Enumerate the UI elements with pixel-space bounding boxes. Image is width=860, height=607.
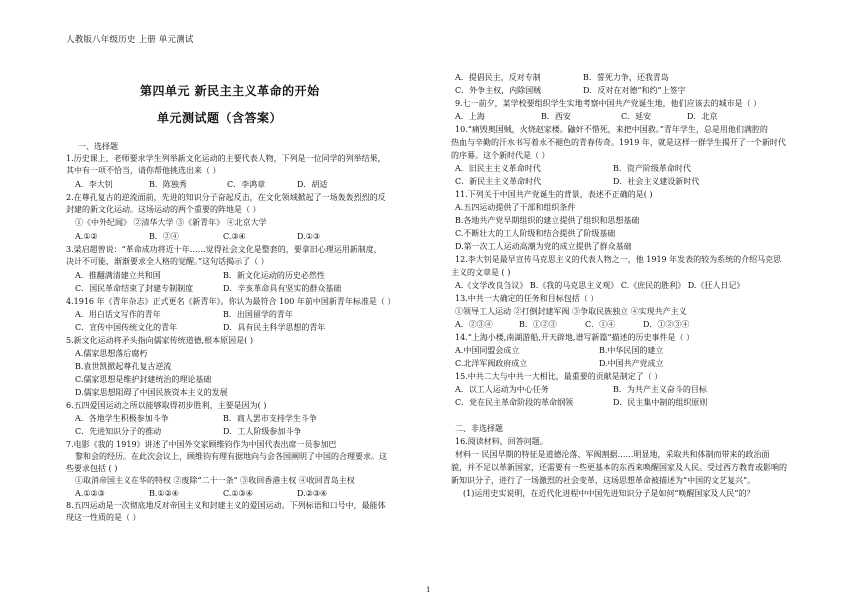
answer-option: C．延安: [621, 112, 652, 121]
answer-option: C．先进知识分子的推动: [75, 427, 162, 436]
answer-option: C．宣传中国传统文化的青年: [75, 323, 178, 332]
text-line: 些要求包括 ( ): [66, 464, 118, 473]
text-line: (1)运用史实说明，在近代化进程中中国先进知识分子是如何“唤醒国家及人民”的？: [463, 489, 755, 498]
text-line: 1.历史课上，老师要求学生列举新文化运动的主要代表人物，下列是一位同学的列举结果，: [66, 154, 386, 163]
text-line: 现这一性质的是（ ）: [66, 513, 141, 522]
text-line: 貌，并不足以革新国家，还需要有一些更基本的东西来唤醒国家及人民。受过西方教育或影响的: [451, 463, 787, 472]
answer-option: B．陈独秀: [149, 180, 187, 189]
text-line: 6.五四爱国运动之所以能够取得初步胜利，主要是因为( ): [66, 401, 267, 410]
answer-option: A．提倡民主，反对专制: [455, 73, 541, 82]
text-line: 7.电影《我的 1919》讲述了中国外交家顾维钧作为中国代表出席一员参加巴: [66, 440, 337, 449]
answer-option: B.中华民国的建立: [599, 346, 664, 355]
page-title: 第四单元 新民主主义革命的开始: [140, 84, 320, 98]
text-line: 的序幕。这个新时代是（ ）: [451, 151, 550, 160]
text-line: 黎和会的经历。在此次会议上，顾维钧有理有据地向与会各国阐明了中国的合理要求。这: [75, 452, 387, 461]
text-line: 主义的文章是 ( ): [451, 268, 511, 277]
text-line: B.袁世凯掀起尊孔复古逆流: [75, 362, 172, 371]
answer-option: D．北京: [687, 112, 718, 121]
answer-option: C．①④: [585, 320, 616, 329]
text-line: 13.中共一大确定的任务和目标包括（ ）: [455, 294, 599, 303]
text-line: D.儒家思想阻碍了中国民族资本主义的发展: [75, 388, 228, 397]
text-line: ①取消帝国主义在华的特权 ②废除“二十一条” ③收回香港主权 ④收回青岛主权: [75, 476, 355, 485]
answer-option: D.②③④: [297, 489, 328, 498]
text-line: C.不断壮大的工人阶级和结合提供了阶级基础: [455, 229, 616, 238]
answer-option: C．李鸿章: [227, 180, 266, 189]
answer-option: A．推翻满清建立共和国: [75, 271, 161, 280]
text-line: 材料一 民国早期的特征是道德沦落、军阀割据……明显地，采取共和体制而带来的政治面: [455, 450, 770, 459]
text-line: D.第一次工人运动高潮为党的成立提供了群众基础: [455, 242, 632, 251]
text-line: ①领导工人运动 ②打倒封建军阀 ③争取民族独立 ④实现共产主义: [455, 307, 687, 316]
answer-option: C．外争主权，内除国贼: [455, 86, 542, 95]
answer-option: B．为共产主义奋斗的目标: [613, 385, 707, 394]
text-line: A.《文学改良刍议》 B.《我的马克思主义观》 C.《庶民的胜利》 D.《狂人日记》: [455, 281, 745, 290]
page-header: 人教版八年级历史 上册 单元测试: [66, 35, 194, 45]
text-line: 5.新文化运动将矛头指向儒家传统道德,根本原因是( ): [66, 336, 253, 345]
answer-option: A．②③④: [455, 320, 493, 329]
text-line: 14.“上海小楼,南湖游船,开天辟地,谱写新篇”描述的历史事件是（ ）: [455, 333, 695, 342]
text-line: 16.阅读材料，回答问题。: [455, 437, 548, 446]
answer-option: D．民主集中制的组织原则: [613, 398, 708, 407]
text-line: 一、选择题: [78, 142, 118, 151]
answer-option: A．各地学生积极参加斗争: [75, 414, 169, 423]
answer-option: D．①②③④: [643, 320, 690, 329]
text-line: B.各地共产党早期组织的建立提供了组织和思想基础: [455, 216, 640, 225]
text-line: 8.五四运动是一次彻底地反对帝国主义和封建主义的爱国运动。下列标语和口号中，最能体: [66, 501, 386, 510]
text-line: 9.七一前夕，某学校要组织学生实地考察中国共产党诞生地，他们应该去的城市是（ ）: [455, 99, 762, 108]
answer-option: A．上海: [455, 112, 485, 121]
answer-option: A．以工人运动为中心任务: [455, 385, 549, 394]
text-line: 11.下列关于中国共产党诞生的背景，表述不正确的是( ): [455, 190, 653, 199]
text-line: 二、非选择题: [455, 424, 503, 433]
answer-option: A.中国同盟会成立: [455, 346, 520, 355]
answer-option: B．商人罢市支持学生斗争: [223, 414, 317, 423]
answer-option: B．①②③: [519, 320, 557, 329]
text-line: ①《中外纪闻》 ②清华大学 ③《新青年》 ④北京大学: [75, 218, 267, 227]
answer-option: B．②④: [149, 232, 179, 241]
answer-option: C.①③④: [223, 489, 253, 498]
answer-option: C.③④: [223, 232, 246, 241]
answer-option: B．出国留学的青年: [223, 310, 293, 319]
answer-option: A．李大钊: [75, 180, 113, 189]
answer-option: D．具有民主科学思想的青年: [223, 323, 326, 332]
answer-option: B．誓死力争，还我青岛: [583, 73, 669, 82]
answer-option: D.中国共产党成立: [599, 359, 664, 368]
answer-option: D．辛亥革命具有坚实的群众基础: [223, 284, 342, 293]
text-line: 热血与辛勤的汗水书写着永不褪色的青春传奇。1919 年，就是这样一群学生揭开了一个新时代: [451, 138, 786, 147]
answer-option: D．胡适: [297, 180, 328, 189]
answer-option: D．工人阶级参加斗争: [223, 427, 302, 436]
text-line: 2.在尊孔复古的逆流面前，先进的知识分子奋起反击，在文化领域掀起了一场轰轰烈烈的反: [66, 193, 386, 202]
answer-option: B.①②④: [149, 489, 179, 498]
answer-option: B．西安: [541, 112, 571, 121]
answer-option: C．新民主主义革命时代: [455, 177, 542, 186]
text-line: A.儒家思想落后腐朽: [75, 349, 148, 358]
text-line: 新知识分子，进行了一场激烈的社会变革，这场思想革命被描述为“中国的文艺复兴”。: [451, 476, 756, 485]
text-line: A.五四运动提供了干部和组织条件: [455, 203, 576, 212]
answer-option: D.①③: [297, 232, 321, 241]
text-line: 决计不可能，渐渐要求全人格的觉醒。”这句话揭示了（ ）: [66, 257, 269, 266]
answer-option: D．反对在对德“和约”上签字: [583, 86, 686, 95]
text-line: 3.梁启超曾说：“革命成功将近十年……觉得社会文化是整套的，要拿旧心理运用新制度，: [66, 245, 382, 254]
text-line: 15.中共二大与中共一大相比，最重要的贡献是制定了（ ）: [455, 372, 663, 381]
text-line: 4.1916 年《青年杂志》正式更名《新青年》。你认为最符合 100 年前中国新青年标准是（ ）: [66, 297, 396, 306]
answer-option: A.①②③: [75, 489, 105, 498]
answer-option: C．国民革命结束了封建专制制度: [75, 284, 194, 293]
answer-option: A．用白话文写作的青年: [75, 310, 161, 319]
text-line: 其中有一项不恰当，请你帮他挑选出来（ ）: [66, 166, 221, 175]
answer-option: D．社会主义建设新时代: [613, 177, 700, 186]
text-line: 10.“痛毁奥国贼，火烧赵家楼。鼬奸不惜死，来把中国救。”青年学生，总是用他们满腔的: [455, 125, 768, 134]
page-number: 1: [426, 586, 431, 594]
answer-option: C．党在民主革命阶段的革命纲领: [455, 398, 574, 407]
text-line: 封建的新文化运动。这场运动的两个重要的阵地是（ ）: [66, 205, 261, 214]
answer-option: B．资产阶级革命时代: [613, 164, 691, 173]
text-line: 12.李大钊是最早宣传马克思主义的代表人物之一，他 1919 年发表的较为系统的介绍马克思: [455, 255, 782, 264]
answer-option: B．新文化运动的历史必然性: [223, 271, 325, 280]
answer-option: A.①②: [75, 232, 98, 241]
answer-option: A．旧民主主义革命时代: [455, 164, 541, 173]
text-line: C.儒家思想是维护封建统治的理论基础: [75, 375, 212, 384]
page-subtitle: 单元测试题（含答案）: [157, 111, 283, 125]
answer-option: C.北洋军阀政府成立: [455, 359, 528, 368]
